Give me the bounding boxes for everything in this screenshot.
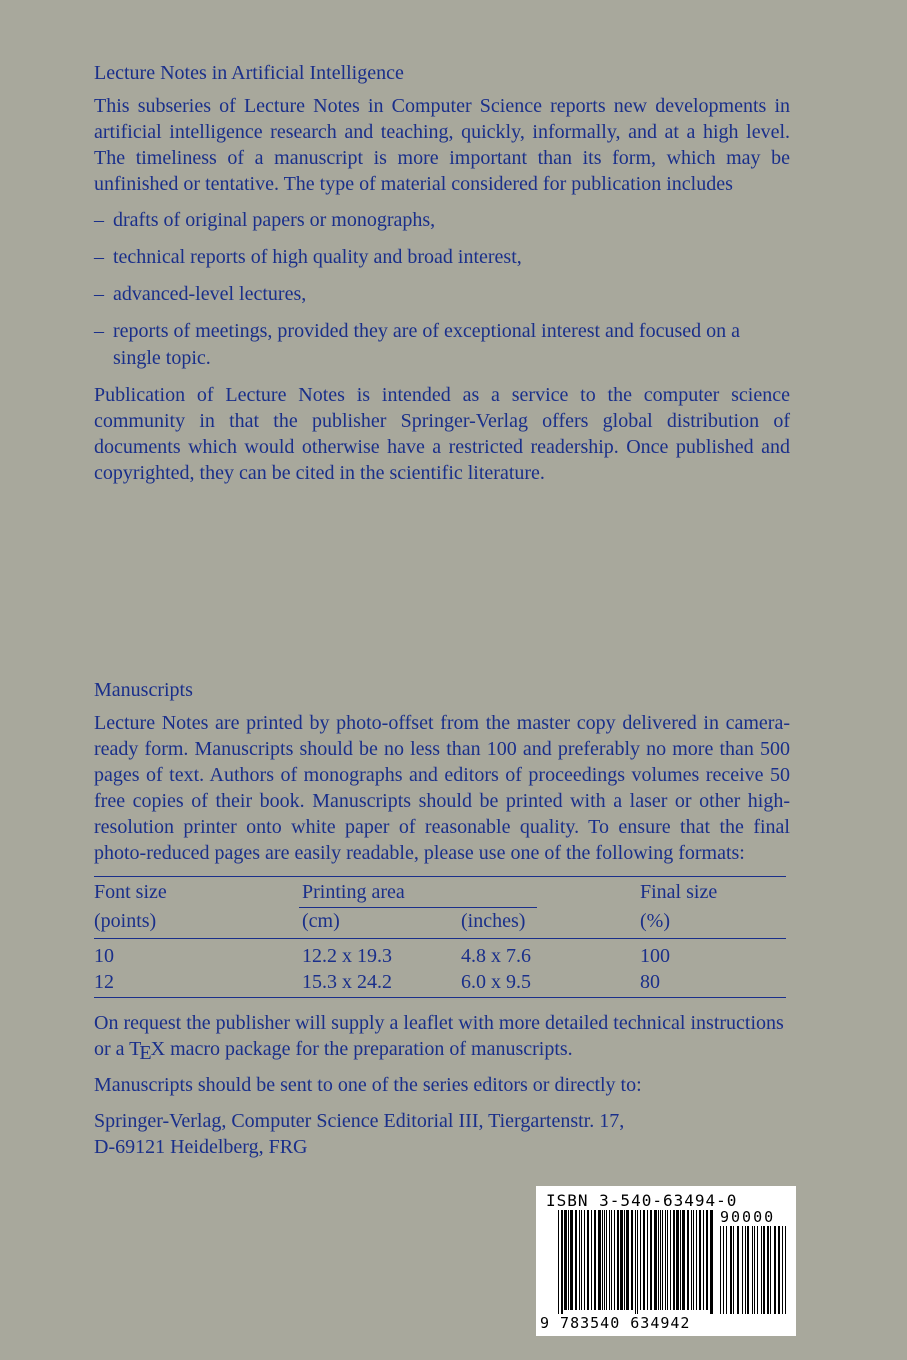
barcode-bar xyxy=(640,1210,641,1310)
table-row xyxy=(94,969,786,995)
barcode-bar xyxy=(650,1210,652,1310)
barcode-bar xyxy=(754,1226,755,1314)
table-cell: 80 xyxy=(640,971,660,993)
barcode-bar xyxy=(579,1210,580,1310)
barcode-bar xyxy=(687,1210,689,1310)
barcode-bar xyxy=(699,1210,701,1310)
table-header-cell: (inches) xyxy=(461,910,526,932)
address-line: Springer-Verlag, Computer Science Editorial III, Tiergartenstr. 17, xyxy=(94,1110,625,1132)
table-cell: 10 xyxy=(94,945,114,967)
barcode-bar xyxy=(696,1210,697,1310)
barcode-bar xyxy=(720,1226,721,1314)
list-item: – reports of meetings, provided they are of exceptional interest and focused on a single topic. xyxy=(94,320,741,369)
barcode-bar xyxy=(637,1210,638,1314)
barcode-bar xyxy=(774,1226,776,1314)
barcode-bar xyxy=(752,1226,753,1314)
barcode-bar xyxy=(782,1226,783,1314)
table-header-row xyxy=(94,879,786,905)
barcode-bar xyxy=(624,1210,625,1310)
table-cell: 100 xyxy=(640,945,670,967)
table-header-cell: Final size xyxy=(640,881,718,903)
barcode-bar xyxy=(594,1210,596,1310)
table-cell: 4.8 x 7.6 xyxy=(461,945,531,967)
table-row xyxy=(94,943,786,969)
barcode-bar xyxy=(737,1226,739,1314)
barcode-bar xyxy=(564,1210,567,1310)
barcode-bar xyxy=(626,1210,629,1310)
barcode-bar xyxy=(676,1210,679,1310)
tex-logo-e: E xyxy=(139,1042,152,1064)
closing-paragraph: Publication of Lecture Notes is intended as a service to the computer science community in that the publisher Springer-Verlag offers global distribution of documents which would otherwise have a restricted readership. Once published and copyrighted, they can be cited in the scientific literature. xyxy=(94,384,790,484)
list-item: – drafts of original papers or monographs, xyxy=(94,207,790,234)
intro-paragraph: This subseries of Lecture Notes in Computer Science reports new developments in artificial intelligence research and teaching, quickly, informally, and at a high level. The timeliness of a manuscript is more important than its form, which may be unfinished or tentative. The type of material considered for publication includes xyxy=(94,95,790,195)
dash-mark: – xyxy=(94,320,104,342)
address-line: D-69121 Heidelberg, FRG xyxy=(94,1136,308,1158)
list-item: – advanced-level lectures, xyxy=(94,281,790,308)
barcode-bar xyxy=(665,1210,666,1310)
barcode-bar xyxy=(581,1210,582,1310)
dash-mark: – xyxy=(94,209,104,231)
barcode-digits: 9 783540 634942 xyxy=(540,1314,691,1332)
barcode-addon-digits: 90000 xyxy=(720,1208,776,1226)
barcode-bar xyxy=(568,1210,569,1310)
barcode-bar xyxy=(654,1210,657,1310)
table-cell: 15.3 x 24.2 xyxy=(302,971,392,993)
table-cell: 12.2 x 19.3 xyxy=(302,945,392,967)
barcode-bar xyxy=(617,1210,619,1310)
barcode-bar xyxy=(587,1210,589,1310)
barcode-bar xyxy=(604,1210,605,1310)
barcode-bar xyxy=(667,1210,668,1310)
list-item: – technical reports of high quality and broad interest, xyxy=(94,244,790,271)
barcode-bar xyxy=(682,1210,685,1310)
barcode-bar xyxy=(598,1210,601,1310)
barcode-bar xyxy=(770,1226,771,1314)
table-header-row xyxy=(94,908,786,934)
barcode-bar xyxy=(693,1210,694,1310)
send-paragraph: Manuscripts should be sent to one of the series editors or directly to: xyxy=(94,1074,642,1096)
table-header-cell: Printing area xyxy=(302,881,405,903)
barcode-bar xyxy=(726,1226,727,1314)
barcode-bar xyxy=(778,1226,780,1314)
material-list xyxy=(94,207,790,372)
barcode-bar xyxy=(761,1226,762,1314)
barcode-bar xyxy=(647,1210,648,1310)
barcode-bar xyxy=(742,1226,743,1314)
barcode-bar xyxy=(558,1210,559,1314)
barcode-bar xyxy=(611,1210,612,1310)
dash-mark: – xyxy=(94,283,104,305)
barcode-bar xyxy=(643,1210,645,1310)
barcode-bar xyxy=(723,1226,724,1314)
table-header-cell: (cm) xyxy=(302,910,340,932)
barcode-bar xyxy=(584,1210,585,1310)
barcode-bar xyxy=(767,1226,769,1314)
barcode-bar xyxy=(733,1226,734,1314)
barcode-bar xyxy=(620,1210,623,1310)
format-table xyxy=(94,876,786,998)
barcode-bar xyxy=(575,1210,577,1310)
table-cell: 6.0 x 9.5 xyxy=(461,971,531,993)
request-paragraph: On request the publisher will supply a leaflet with more detailed technical instructions or a TEX macro package for the preparation of manuscripts. xyxy=(94,1012,784,1064)
barcode-bar xyxy=(706,1210,708,1310)
table-cell: 12 xyxy=(94,971,114,993)
barcode-bar xyxy=(609,1210,610,1310)
barcode-bar xyxy=(691,1210,692,1310)
barcode-bar xyxy=(673,1210,675,1310)
dash-mark: – xyxy=(94,246,104,268)
table-header-cell: (points) xyxy=(94,910,157,932)
barcode-bar xyxy=(602,1210,603,1310)
barcode-bar xyxy=(606,1210,607,1310)
isbn-label: ISBN 3-540-63494-0 xyxy=(546,1191,738,1210)
barcode-bar xyxy=(662,1210,663,1310)
barcode-bar xyxy=(635,1210,636,1314)
barcode-bar xyxy=(561,1210,563,1314)
manuscripts-paragraph: Lecture Notes are printed by photo-offset from the master copy delivered in camera-ready form. Manuscripts should be no less than 100 and preferably no more than 500 pages of text. Authors of monographs and editors of proceedings volumes receive 50 free copies of their book. Manuscripts should be printed with a laser or other high-resolution printer onto white paper of reasonable quality. To ensure that the final photo-reduced pages are easily readable, please use one of the following formats: xyxy=(94,712,790,864)
barcode-bar xyxy=(710,1210,713,1314)
barcode-bar xyxy=(745,1226,746,1314)
barcode-bar xyxy=(757,1226,758,1314)
section-manuscripts xyxy=(94,677,790,1160)
isbn-barcode xyxy=(536,1186,796,1336)
barcode-bar xyxy=(763,1226,765,1314)
barcode-bar xyxy=(730,1226,732,1314)
barcode-bar xyxy=(570,1210,573,1310)
section-lnai xyxy=(94,60,790,486)
table-header-cell: Font size xyxy=(94,881,167,903)
section-heading-manuscripts: Manuscripts xyxy=(94,679,193,701)
barcode-bar xyxy=(631,1210,633,1310)
barcode-bar xyxy=(680,1210,681,1310)
barcode-bar xyxy=(747,1226,749,1314)
barcode-bar xyxy=(703,1210,704,1310)
table-rule xyxy=(94,938,786,939)
section-heading-lnai: Lecture Notes in Artificial Intelligence xyxy=(94,62,404,84)
barcode-bar xyxy=(658,1210,659,1310)
table-header-cell: (%) xyxy=(640,910,670,932)
barcode-bar xyxy=(785,1226,786,1314)
barcode-bar xyxy=(591,1210,592,1310)
barcode-bar xyxy=(670,1210,671,1310)
barcode-bar xyxy=(660,1210,661,1310)
barcode-bar xyxy=(614,1210,615,1310)
